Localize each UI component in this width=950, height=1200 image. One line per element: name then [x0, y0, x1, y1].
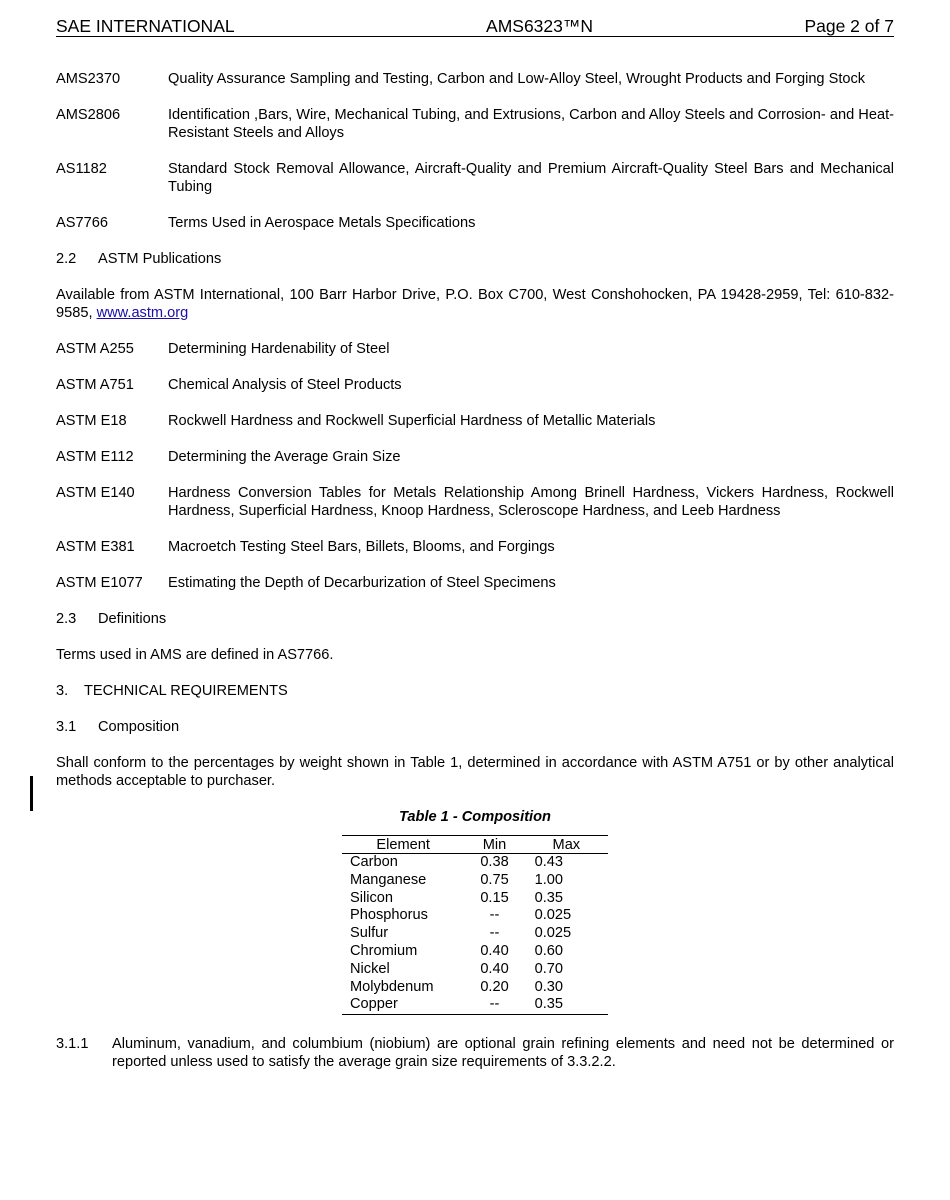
reference-code: ASTM E381: [56, 539, 135, 555]
element-cell: Copper: [342, 996, 464, 1014]
reference-title: Quality Assurance Sampling and Testing, Carbon and Low-Alloy Steel, Wrought Products and Forging Stock: [168, 71, 866, 87]
table-row: [342, 872, 608, 890]
section-number: 3.1.1: [56, 1036, 89, 1053]
table-row: [342, 943, 608, 961]
max-cell: 0.43: [534, 854, 564, 870]
element-cell: Molybdenum: [350, 978, 434, 995]
reference-code: AMS2370: [56, 71, 121, 87]
min-cell: 0.75: [480, 871, 509, 888]
section-heading-3: [56, 682, 894, 700]
section-number: 2.2: [56, 251, 77, 267]
max-cell: 0.30: [534, 978, 564, 995]
min-cell: --: [489, 925, 500, 942]
table-row: [342, 961, 608, 979]
reference-title: Macroetch Testing Steel Bars, Billets, Blooms, and Forgings: [168, 539, 555, 555]
min-cell: 0.38: [480, 854, 509, 870]
reference-title: Chemical Analysis of Steel Products: [168, 377, 402, 393]
element-cell: Phosphorus: [350, 907, 428, 924]
column-header-min: Min: [464, 836, 524, 854]
reference-code: ASTM A255: [56, 341, 134, 357]
max-cell: 0.35: [534, 889, 564, 906]
max-cell: 0.70: [534, 960, 564, 977]
section-title: Definitions: [98, 611, 167, 627]
reference-code: ASTM E18: [56, 413, 127, 429]
section-number: 2.3: [56, 611, 77, 627]
reference-title: Rockwell Hardness and Rockwell Superficial Hardness of Metallic Materials: [168, 413, 656, 429]
document-page: [56, 14, 894, 1071]
reference-code: AMS2806: [56, 107, 121, 123]
element-cell: Carbon: [350, 854, 398, 870]
reference-title: Determining Hardenability of Steel: [168, 341, 390, 357]
reference-title: Determining the Average Grain Size: [168, 449, 401, 465]
section-heading-2-3: [56, 610, 894, 628]
reference-code: ASTM E1077: [56, 575, 143, 591]
reference-item: [56, 160, 894, 196]
header-org: SAE INTERNATIONAL: [56, 16, 235, 36]
table-row: [342, 979, 608, 997]
section-3-1-1: [56, 1035, 894, 1071]
astm-availability-text: Available from ASTM International, 100 Barr Harbor Drive, P.O. Box C700, West Conshohocken, PA 19428-2959, Tel: 610-832-9585,: [56, 287, 894, 321]
reference-item: [56, 574, 894, 592]
table-row: [342, 907, 608, 925]
table-row: [342, 890, 608, 908]
element-cell: Chromium: [350, 942, 418, 959]
reference-item: [56, 448, 894, 466]
section-number: 3.: [56, 683, 69, 699]
reference-item: [56, 106, 894, 142]
section-title: Composition: [98, 719, 180, 735]
table-row: [342, 854, 608, 872]
definitions-paragraph: Terms used in AMS are defined in AS7766.: [56, 647, 334, 663]
reference-code: AS1182: [56, 161, 107, 177]
section-title: ASTM Publications: [98, 251, 222, 267]
max-cell: 0.60: [534, 942, 564, 959]
table-caption: Table 1 - Composition: [399, 809, 551, 825]
column-header-max: Max: [525, 836, 608, 854]
reference-title: Estimating the Depth of Decarburization of Steel Specimens: [168, 575, 556, 591]
min-cell: --: [489, 907, 500, 924]
reference-item: [56, 412, 894, 430]
reference-title: Standard Stock Removal Allowance, Aircraft-Quality and Premium Aircraft-Quality Steel Bars and Mechanical Tubing: [168, 161, 894, 195]
reference-item: [56, 538, 894, 556]
revision-change-bar: [30, 776, 33, 811]
astm-website-link[interactable]: www.astm.org: [96, 305, 189, 321]
reference-code: ASTM E112: [56, 449, 134, 465]
reference-code: ASTM E140: [56, 485, 135, 501]
astm-availability-paragraph: [56, 286, 894, 322]
min-cell: 0.40: [480, 960, 509, 977]
table-row: [342, 925, 608, 943]
max-cell: 0.025: [534, 907, 572, 924]
reference-item: [56, 70, 894, 88]
column-header-element: Element: [342, 836, 464, 854]
element-cell: Nickel: [350, 960, 390, 977]
element-cell: Sulfur: [350, 925, 389, 942]
reference-code: ASTM A751: [56, 377, 134, 393]
section-heading-3-1: [56, 718, 894, 736]
section-text: Aluminum, vanadium, and columbium (niobium) are optional grain refining elements and need not be determined or reported unless used to satisfy the average grain size requirements of 3.3.2.2.: [112, 1036, 894, 1071]
reference-item: [56, 376, 894, 394]
min-cell: --: [464, 996, 524, 1014]
composition-table: [342, 835, 608, 1015]
header-page-number: Page 2 of 7: [804, 16, 894, 36]
reference-item: [56, 340, 894, 358]
reference-item: [56, 214, 894, 232]
min-cell: 0.20: [480, 978, 509, 995]
reference-title: Hardness Conversion Tables for Metals Relationship Among Brinell Hardness, Vickers Hardness, Rockwell Hardness, Superficial Hardness, Knoop Hardness, Scleroscope Hardness, and Leeb Hardness: [168, 485, 894, 519]
composition-paragraph: Shall conform to the percentages by weight shown in Table 1, determined in accordance with ASTM A751 or by other analytical methods acceptable to purchaser.: [56, 755, 894, 789]
reference-code: AS7766: [56, 215, 108, 231]
min-cell: 0.40: [480, 942, 509, 959]
header-doc-number: AMS6323™N: [486, 16, 594, 36]
reference-title: Terms Used in Aerospace Metals Specifications: [168, 215, 476, 231]
section-title: TECHNICAL REQUIREMENTS: [84, 683, 288, 699]
section-number: 3.1: [56, 719, 77, 735]
reference-item: [56, 484, 894, 520]
table-header-row: [342, 836, 608, 854]
table-row: [342, 996, 608, 1014]
max-cell: 0.35: [525, 996, 608, 1014]
max-cell: 0.025: [534, 925, 572, 942]
max-cell: 1.00: [534, 871, 564, 888]
element-cell: Manganese: [350, 871, 427, 888]
min-cell: 0.15: [480, 889, 509, 906]
reference-title: Identification ,Bars, Wire, Mechanical Tubing, and Extrusions, Carbon and Alloy Steels and Corrosion- and Heat-Resistant Steels and Alloys: [168, 107, 894, 141]
element-cell: Silicon: [350, 889, 393, 906]
section-heading-2-2: [56, 250, 894, 268]
page-header: [56, 14, 894, 37]
